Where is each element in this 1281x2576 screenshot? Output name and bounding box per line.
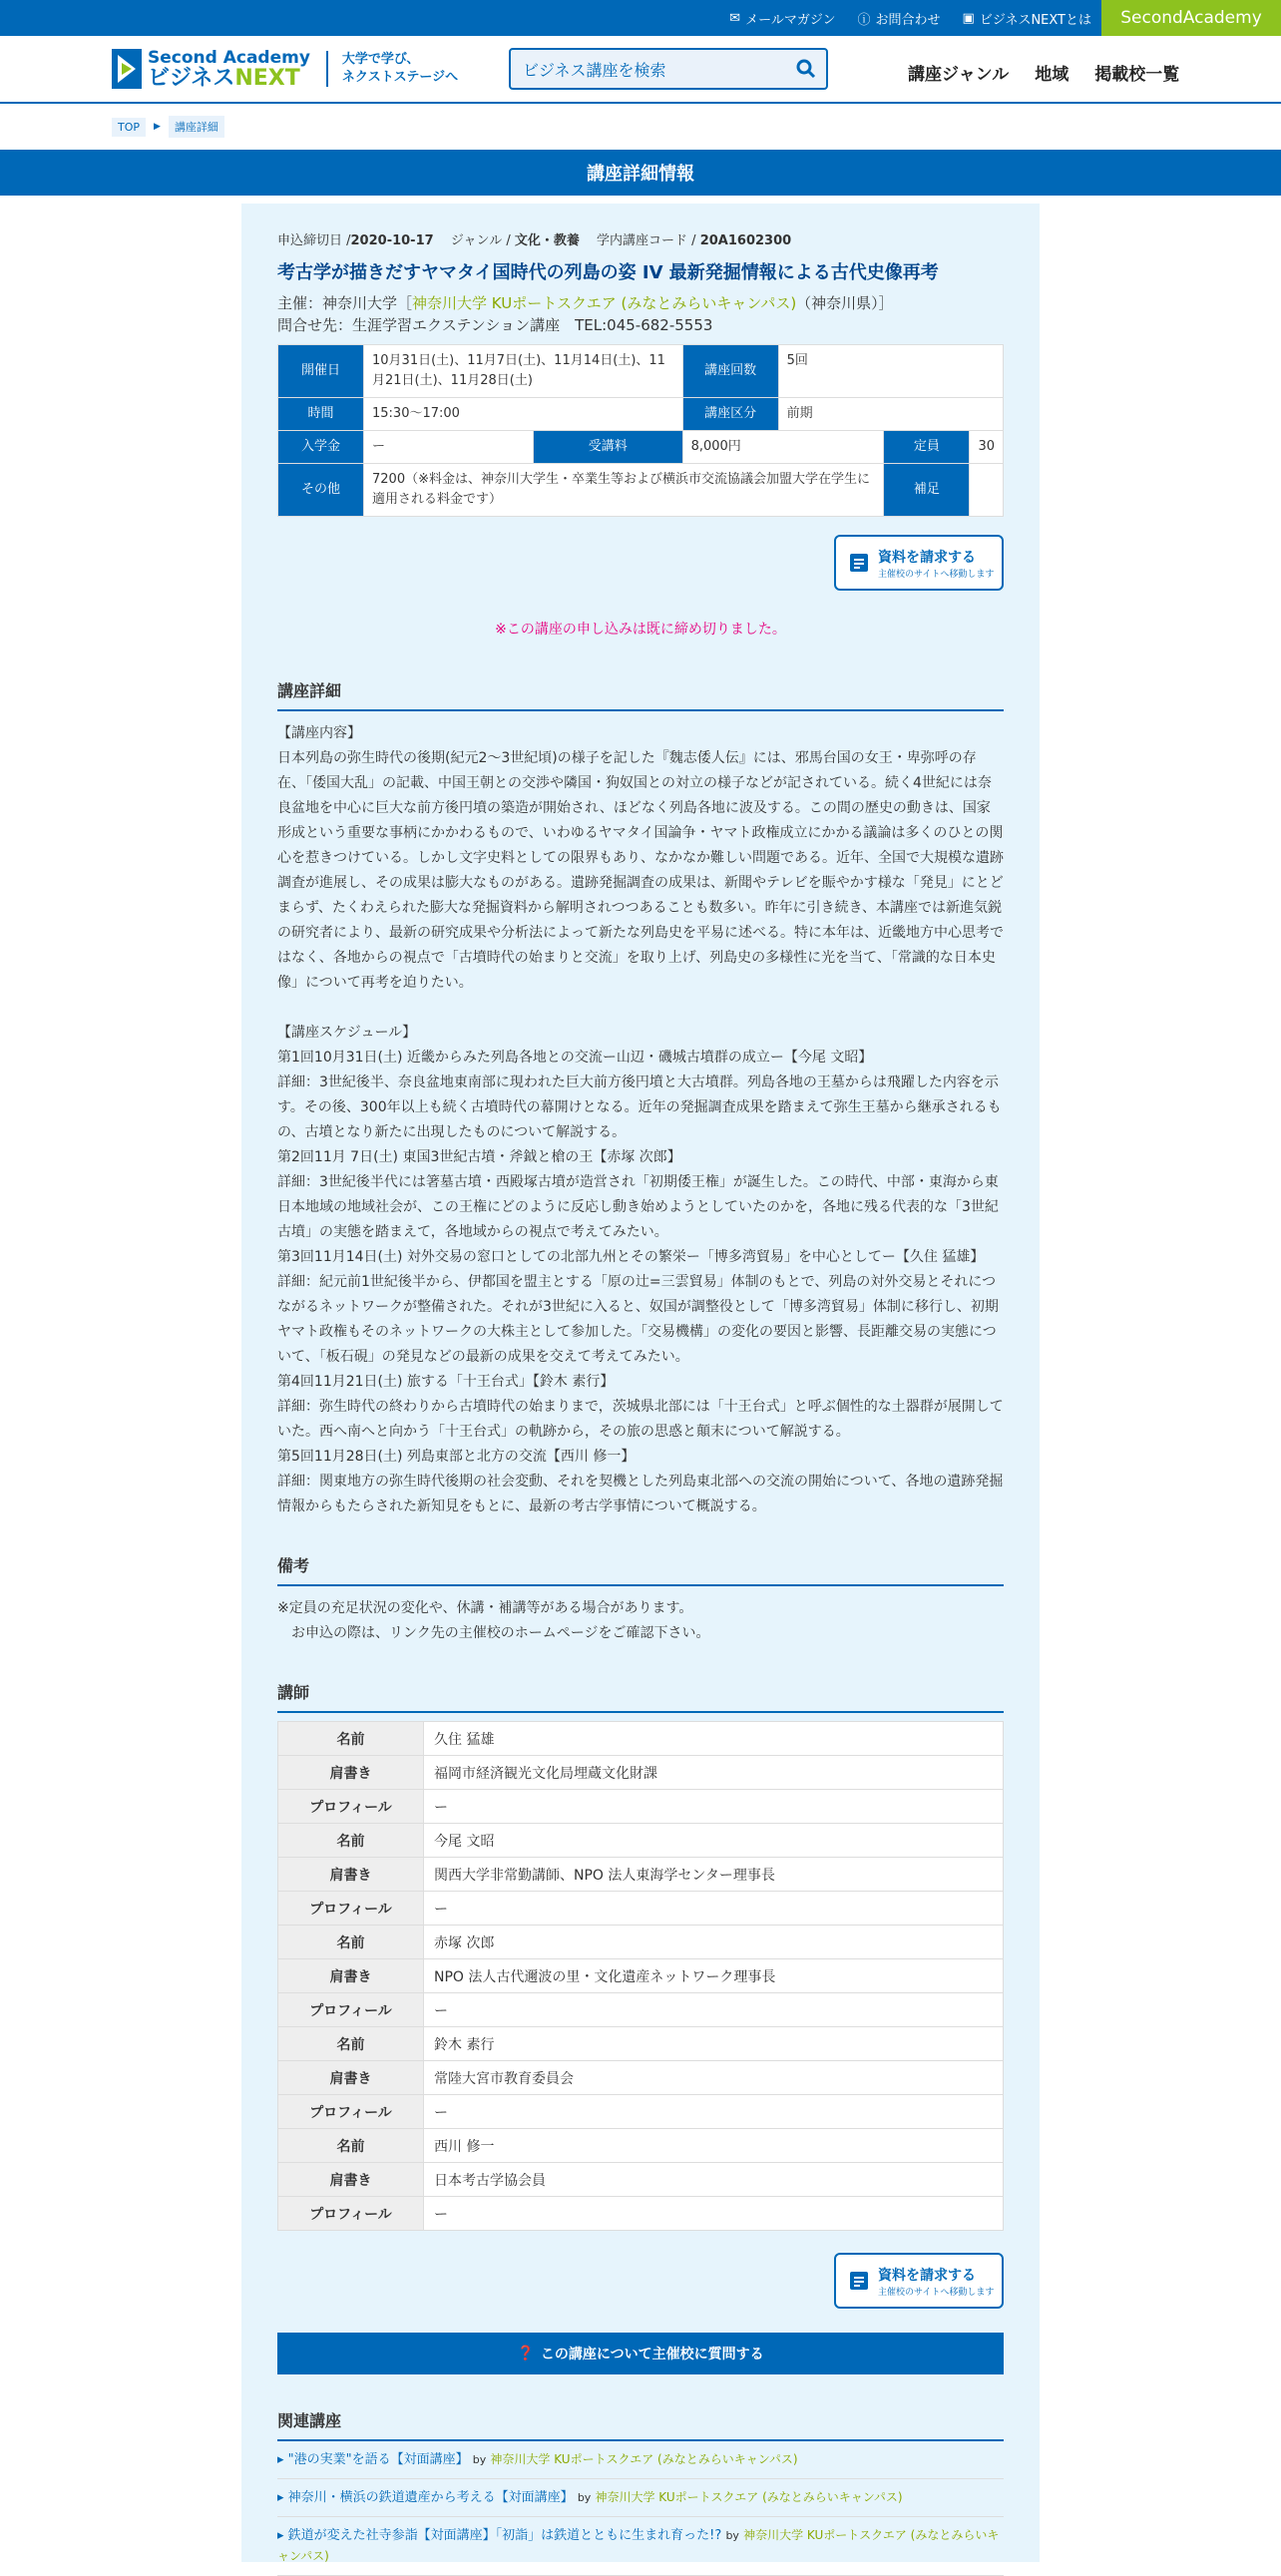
course-title: 考古学が描きだすヤマタイ国時代の列島の姿 IV 最新発掘情報による古代史像再考 (277, 262, 939, 283)
search-input[interactable]: ビジネス講座を検索 (523, 60, 666, 80)
closed-notice: ※この講座の申し込みは既に締め切りました。 (495, 622, 786, 638)
host-campus-link[interactable]: 神奈川大学 KUポートスクエア (みなとみらいキャンパス) (412, 294, 797, 312)
search-box[interactable] (509, 48, 828, 90)
mail-magazine-link[interactable]: ✉ メールマガジン (729, 10, 836, 28)
contact-link[interactable]: ⓘ お問合わせ (858, 9, 941, 28)
remarks-body: ※定員の充足状況の変化や、休講・補講等がある場合があります。 お申込の際は、リンク先の主催校のホームページをご確認下さい。 (277, 1600, 710, 1641)
second-academy-link[interactable]: SecondAcademy (1101, 0, 1281, 36)
ask-host-button[interactable]: ❓ この講座について主催校に質問する (277, 2333, 1004, 2374)
table-row: 名前 鈴木 素行 (278, 2027, 1004, 2061)
table-row: 名前 久住 猛雄 (278, 1722, 1004, 1756)
nav-region[interactable]: 地域 (1035, 65, 1069, 85)
course-contact: 問合せ先：生涯学習エクステンション講座 TEL:045-682-5553 (277, 316, 713, 334)
table-row: 肩書き 日本考古学協会員 (278, 2163, 1004, 2197)
table-row: プロフィール ー (278, 1790, 1004, 1824)
nav-schools[interactable]: 掲載校一覧 (1094, 65, 1180, 85)
utility-links (729, 0, 1091, 36)
chevron-right-icon: ▸ (277, 2490, 284, 2505)
logo-mark-icon (112, 49, 142, 89)
question-circle-icon: ❓ (517, 2346, 535, 2361)
table-row: 肩書き 常陸大宮市教育委員会 (278, 2061, 1004, 2095)
site-logo[interactable] (112, 48, 458, 90)
list-item[interactable]: ▸ 鉄道が変えた社寺参詣【対面講座】「初詣」は鉄道とともに生まれ育った!? by 神奈川大学 KUポートスクエア (みなとみらいキャンパス) (277, 2517, 1004, 2576)
document-icon (848, 2270, 870, 2292)
table-row: プロフィール ー (278, 2197, 1004, 2231)
search-icon (796, 59, 816, 79)
nav-genre[interactable]: 講座ジャンル (908, 65, 1010, 85)
main-nav (908, 60, 1179, 85)
mail-icon: ✉ (729, 10, 741, 26)
course-info-table: 開催日 10月31日(土)、11月7日(土)、11月14日(土)、11月21日(土)、11月28日(土) 講座回数 5回 時間 15:30〜17:00 講座区分 前期 入学金 ー 受講料 8,000円 定員 30 その他 7200（※料金は、神奈川大学生・卒業生等および横浜市交流協議会加盟大学在学生に適用される料金です） 補足 (277, 344, 1004, 517)
utility-bar (0, 0, 1281, 36)
table-row: 肩書き NPO 法人古代邇波の里・文化遺産ネットワーク理事長 (278, 1959, 1004, 1993)
table-row: プロフィール ー (278, 1892, 1004, 1926)
course-host: 主催：神奈川大学［神奈川大学 KUポートスクエア (みなとみらいキャンパス)（神奈川県）］ (277, 294, 894, 312)
lecturers-heading: 講師 (277, 1680, 1004, 1713)
table-row: 名前 西川 修一 (278, 2129, 1004, 2163)
breadcrumb-current: 講座詳細 (169, 116, 224, 138)
list-item[interactable]: ▸ "港の実業"を語る【対面講座】 by 神奈川大学 KUポートスクエア (みなとみらいキャンパス) (277, 2441, 1004, 2479)
logo-text-bottom: ビジネスNEXT (148, 66, 300, 91)
related-heading: 関連講座 (277, 2408, 1004, 2441)
breadcrumb (0, 104, 1281, 150)
chevron-right-icon: ▶ (154, 122, 161, 132)
table-row: プロフィール ー (278, 2095, 1004, 2129)
chevron-right-icon: ▸ (277, 2528, 284, 2543)
logo-text-top: Second Academy (148, 48, 310, 68)
remarks-heading: 備考 (277, 1553, 1004, 1586)
detail-heading: 講座詳細 (277, 678, 1004, 711)
table-row: 名前 今尾 文昭 (278, 1824, 1004, 1858)
about-link[interactable]: ▣ ビジネスNEXTとは (962, 10, 1091, 28)
site-header (0, 36, 1281, 104)
page-title: 講座詳細情報 (0, 150, 1281, 196)
request-materials-button[interactable]: 資料を請求する 主催校のサイトへ移動します (834, 535, 1004, 591)
related-list (277, 2441, 1004, 2576)
table-row: 名前 赤塚 次郎 (278, 1926, 1004, 1959)
table-row: 肩書き 福岡市経済観光文化局埋蔵文化財課 (278, 1756, 1004, 1790)
breadcrumb-top[interactable]: TOP (112, 118, 146, 137)
course-meta: 申込締切日 /2020-10-17 ジャンル / 文化・教養 学内講座コード / 20A1602300 (277, 233, 792, 248)
question-icon: ⓘ (857, 12, 871, 28)
table-row: プロフィール ー (278, 1993, 1004, 2027)
document-icon (848, 552, 870, 574)
request-materials-button-2[interactable]: 資料を請求する 主催校のサイトへ移動します (834, 2253, 1004, 2309)
detail-body: 【講座内容】 日本列島の弥生時代の後期(紀元2〜3世紀頃)の様子を記した『魏志倭人伝』には、邪馬台国の女王・卑弥呼の存在、「倭国大乱」の記載、中国王朝との交渉や隣国・狗奴国との対立の様子などが記されている。続く4世紀には奈良盆地を中心に巨大な前方後円墳の築造が開始され、ほどなく列島各地に波及する。この間の歴史の動きは、国家形成という重要な事柄にかかわるもので、いわゆるヤマタイ国論争・ヤマト政権成立にかかる議論は多くのひとの関心を惹きつけている。しかし文字史料としての限界もあり、なかなか難しい問題である。近年、全国で大規模な遺跡調査が進展し、その成果は膨大なものがある。遺跡発掘調査の成果は、新聞やテレビを賑やかす様な「発見」にとどまらず、たくわえられた膨大な発掘資料から解明されつつあることも数多い。昨年に引き続き、本講座では新進気鋭の研究者により、最新の研究成果や分析法によって新たな列島史を平易に述べる。特に本年は、近畿地方中心思考ではなく、各地からの視点で「古墳時代の始まりと交流」を取り上げ、列島史の多様性に光を当て、「常識的な日本史像」について再考を迫りたい。 【講座スケジュール】 第1回10月31日(土) 近畿からみた列島各地との交流ー山辺・磯城古墳群の成立ー【今尾 文昭】 詳細：3世紀後半、奈良盆地東南部に現われた巨大前方後円墳と大古墳群。列島各地の王墓からは飛躍した内容を示す。その後、300年以上も続く古墳時代の幕開けとなる。近年の発掘調査成果を踏まえて弥生王墓から継承されるもの、古墳となり新たに出現したものについて解説する。 第2回11月 7日(土) 東国3世紀古墳・斧鉞と槍の王【赤塚 次郎】 詳細：3世紀後半代には箸墓古墳・西殿塚古墳が造営され「初期倭王権」が誕生した。この時代、中部・東海から東日本地域の地域社会が、この王権にどのように反応し動き始めようとしていたのかを，各地に残る代表的な「3世紀古墳」の実態を踏まえて，各地域からの視点で考えてみたい。 第3回11月14日(土) 対外交易の窓口としての北部九州とその繁栄ー「博多湾貿易」を中心としてー【久住 猛雄】 詳細：紀元前1世紀後半から、伊都国を盟主とする「原の辻=三雲貿易」体制のもとで、列島の対外交易とそれにつながるネットワークが整備された。それが3世紀に入ると、奴国が調整役として「博多湾貿易」体制に移行し、初期ヤマト政権もそのネットワークの大株主として参加した。「交易機構」の変化の要因と影響、長距離交易の実態について、「板石硯」の発見などの最新の成果を交えて考えてみたい。 第4回11月21日(土) 旅する「十王台式」【鈴木 素行】 詳細：弥生時代の終わりから古墳時代の始まりまで，茨城県北部には「十王台式」と呼ぶ個性的な土器群が展開していた。西へ南へと向かう「十王台式」の軌跡から，その旅の思惑と顛末について解説する。 第5回11月28日(土) 列島東部と北方の交流【西川 修一】 詳細：関東地方の弥生時代後期の社会変動、それを契機とした列島東北部への交流の開始について、各地の遺跡発掘情報からもたらされた新知見をもとに、最新の考古学事情について概説する。 (277, 725, 1004, 1514)
lecturers-table (277, 1721, 1004, 2231)
chevron-right-icon: ▸ (277, 2452, 284, 2467)
table-row: 肩書き 関西大学非常勤講師、NPO 法人東海学センター理事長 (278, 1858, 1004, 1892)
logo-tagline: 大学で学び、 ネクストステージへ (326, 51, 458, 87)
list-item[interactable]: ▸ 神奈川・横浜の鉄道遺産から考える【対面講座】 by 神奈川大学 KUポートスクエア (みなとみらいキャンパス) (277, 2479, 1004, 2517)
building-icon: ▣ (962, 10, 975, 26)
search-button[interactable] (786, 50, 826, 88)
course-detail (277, 204, 1004, 2576)
